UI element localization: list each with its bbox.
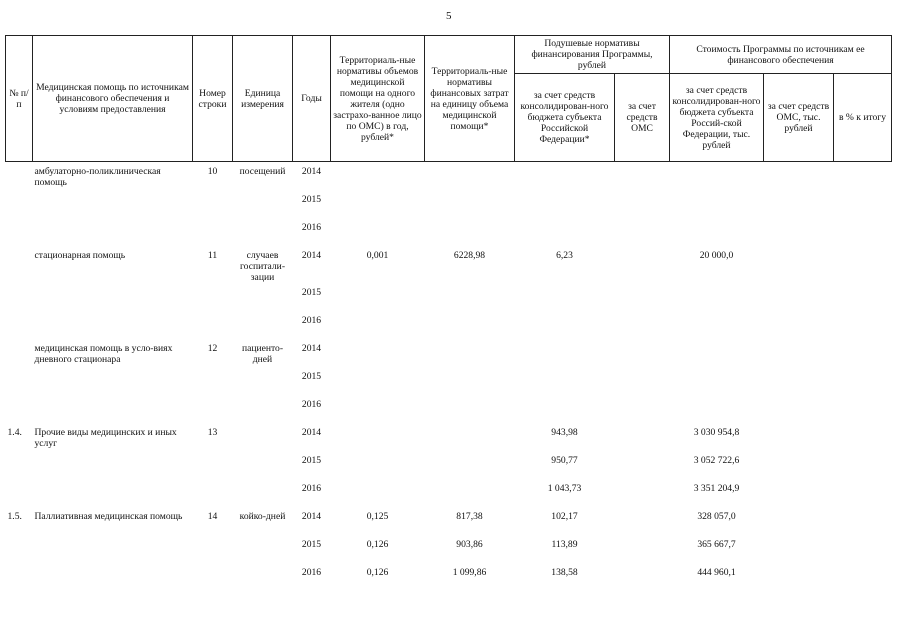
row-cost-pct: [834, 246, 892, 283]
row-per-capita-oms: [615, 218, 670, 246]
row-year: 2015: [301, 286, 322, 298]
row-cost-oms: [764, 311, 834, 339]
row-per-capita-budget: 943,98: [551, 426, 578, 438]
row-num: [6, 367, 33, 395]
row-unit: [233, 451, 293, 479]
row-num: [6, 218, 33, 246]
table-row: [6, 535, 892, 563]
row-per-capita-oms: [615, 423, 670, 451]
row-line-number: [193, 563, 233, 591]
row-cost-norm: 1 099,86: [452, 566, 487, 578]
row-volume-norm: [331, 311, 425, 339]
row-unit: [233, 311, 293, 339]
row-per-capita-oms: [615, 311, 670, 339]
row-cost-oms: [764, 367, 834, 395]
row-cost-norm: [425, 423, 515, 451]
row-name: [33, 283, 193, 311]
program-cost-table: [5, 35, 892, 591]
row-name: [33, 535, 193, 563]
row-cost-oms: [764, 535, 834, 563]
row-year: 2014: [301, 510, 322, 522]
row-cost-budget: [670, 218, 764, 246]
row-cost-oms: [764, 218, 834, 246]
header-cost-oms: за счет средств ОМС, тыс. рублей: [764, 74, 834, 162]
row-cost-pct: [834, 479, 892, 507]
row-name: [33, 190, 193, 218]
row-cost-budget: [670, 395, 764, 423]
row-cost-norm: 6228,98: [453, 249, 486, 261]
row-cost-oms: [764, 451, 834, 479]
row-per-capita-oms: [615, 395, 670, 423]
row-cost-budget: [670, 367, 764, 395]
row-line-number: [193, 535, 233, 563]
row-year: 2015: [301, 538, 322, 550]
row-volume-norm: 0,126: [366, 538, 389, 550]
row-per-capita-oms: [615, 190, 670, 218]
row-unit: [233, 218, 293, 246]
row-per-capita-budget: [515, 162, 615, 190]
header-cost-pct: в % к итогу: [834, 74, 892, 162]
row-cost-norm: 817,38: [456, 510, 483, 522]
row-cost-norm: [425, 451, 515, 479]
row-cost-pct: [834, 339, 892, 367]
row-line-number: [193, 283, 233, 311]
header-program-cost: Стоимость Программы по источникам ее финансового обеспечения: [670, 36, 892, 74]
row-year: 2015: [301, 454, 322, 466]
row-name: стационарная помощь: [34, 249, 126, 261]
row-cost-norm: [425, 283, 515, 311]
row-line-number: 14: [207, 510, 218, 522]
row-per-capita-oms: [615, 507, 670, 535]
row-cost-norm: [425, 311, 515, 339]
row-volume-norm: [331, 218, 425, 246]
row-year: 2014: [301, 249, 322, 261]
row-volume-norm: [331, 479, 425, 507]
row-cost-oms: [764, 190, 834, 218]
row-volume-norm: [331, 283, 425, 311]
row-line-number: 12: [207, 342, 218, 354]
row-name: [33, 311, 193, 339]
row-per-capita-budget: [515, 311, 615, 339]
row-cost-budget: 444 960,1: [697, 566, 736, 578]
row-name: [33, 218, 193, 246]
row-volume-norm: [331, 190, 425, 218]
row-cost-pct: [834, 563, 892, 591]
row-per-capita-budget: [515, 283, 615, 311]
row-per-capita-budget: 102,17: [551, 510, 578, 522]
row-per-capita-budget: 138,58: [551, 566, 578, 578]
row-name: Прочие виды медицинских и иных услуг: [34, 426, 177, 449]
row-name: [33, 395, 193, 423]
row-line-number: 13: [207, 426, 218, 438]
row-cost-budget: 365 667,7: [697, 538, 736, 550]
row-cost-pct: [834, 311, 892, 339]
row-volume-norm: [331, 162, 425, 190]
row-cost-pct: [834, 283, 892, 311]
row-unit: [233, 479, 293, 507]
row-per-capita-budget: [515, 367, 615, 395]
table-row: [6, 311, 892, 339]
row-name: [33, 367, 193, 395]
header-per-capita: Подушевые нормативы финансирования Программы, рублей: [515, 36, 670, 74]
row-cost-norm: [425, 339, 515, 367]
header-num: № п/п: [6, 36, 33, 162]
row-cost-oms: [764, 395, 834, 423]
row-cost-budget: 3 351 204,9: [693, 482, 740, 494]
table-row: [6, 246, 892, 283]
row-per-capita-oms: [615, 479, 670, 507]
row-cost-oms: [764, 507, 834, 535]
row-per-capita-budget: 1 043,73: [547, 482, 582, 494]
row-cost-budget: [670, 162, 764, 190]
row-line-number: [193, 190, 233, 218]
table-row: [6, 339, 892, 367]
header-volume-norm: Территориаль-ные нормативы объемов медицинской помощи на одного жителя (одно застрахо-ванное лицо по ОМС) в год, рублей*: [331, 36, 425, 162]
row-name: [33, 563, 193, 591]
row-cost-budget: 328 057,0: [697, 510, 736, 522]
row-cost-budget: [670, 311, 764, 339]
row-cost-oms: [764, 283, 834, 311]
table-row: [6, 507, 892, 535]
row-year: 2014: [301, 342, 322, 354]
row-per-capita-budget: [515, 190, 615, 218]
row-num: [6, 339, 33, 367]
row-per-capita-oms: [615, 563, 670, 591]
row-year: 2014: [301, 166, 322, 177]
row-cost-budget: [670, 283, 764, 311]
row-year: 2016: [301, 482, 322, 494]
row-cost-pct: [834, 395, 892, 423]
table-row: [6, 395, 892, 423]
table-row: [6, 423, 892, 451]
row-unit: [233, 423, 293, 451]
row-volume-norm: 0,001: [366, 249, 389, 261]
row-year: 2016: [301, 314, 322, 326]
row-unit: случаев госпитали-зации: [239, 249, 286, 283]
row-num: [6, 283, 33, 311]
row-cost-pct: [834, 507, 892, 535]
row-unit: [233, 367, 293, 395]
row-name: [33, 451, 193, 479]
table-row: [6, 162, 892, 190]
header-line-number: Номер строки: [193, 36, 233, 162]
row-per-capita-oms: [615, 535, 670, 563]
row-cost-pct: [834, 190, 892, 218]
table-row: [6, 479, 892, 507]
header-per-capita-oms: за счет средств ОМС: [615, 74, 670, 162]
row-unit: пациенто-дней: [241, 342, 284, 365]
row-year: 2015: [301, 193, 322, 205]
row-num: 1.4.: [7, 426, 22, 438]
header-unit: Единица измерения: [233, 36, 293, 162]
table-body: [6, 162, 892, 591]
row-num: [6, 563, 33, 591]
row-per-capita-oms: [615, 283, 670, 311]
row-unit: [233, 283, 293, 311]
row-year: 2016: [301, 221, 322, 233]
row-year: 2016: [301, 566, 322, 578]
row-unit: [233, 563, 293, 591]
table-header: [6, 36, 892, 162]
row-year: 2016: [301, 398, 322, 410]
row-unit: койко-дней: [239, 510, 286, 522]
table-row: [6, 367, 892, 395]
row-volume-norm: [331, 339, 425, 367]
row-cost-budget: [670, 339, 764, 367]
row-name: амбулаторно-поликлиническая помощь: [34, 166, 161, 188]
row-cost-budget: 3 030 954,8: [693, 426, 740, 438]
header-care-type: Медицинская помощь по источникам финансового обеспечения и условиям предоставления: [33, 36, 193, 162]
row-num: [6, 395, 33, 423]
row-per-capita-oms: [615, 162, 670, 190]
row-volume-norm: 0,126: [366, 566, 389, 578]
row-per-capita-oms: [615, 367, 670, 395]
row-cost-pct: [834, 162, 892, 190]
row-cost-norm: [425, 218, 515, 246]
table-row: [6, 218, 892, 246]
row-cost-pct: [834, 218, 892, 246]
row-line-number: [193, 367, 233, 395]
row-cost-norm: [425, 162, 515, 190]
row-year: 2014: [301, 426, 322, 438]
row-unit: [233, 395, 293, 423]
header-cost-norm: Территориаль-ные нормативы финансовых затрат на единицу объема медицинской помощи*: [425, 36, 515, 162]
row-unit: [233, 190, 293, 218]
row-cost-pct: [834, 423, 892, 451]
row-per-capita-budget: 6,23: [556, 249, 573, 261]
row-cost-oms: [764, 423, 834, 451]
row-num: [6, 246, 33, 283]
row-cost-norm: [425, 367, 515, 395]
row-line-number: 10: [207, 166, 218, 177]
row-per-capita-budget: 950,77: [551, 454, 578, 466]
row-cost-budget: 3 052 722,6: [693, 454, 740, 466]
header-years: Годы: [293, 36, 331, 162]
row-per-capita-oms: [615, 451, 670, 479]
row-per-capita-budget: 113,89: [551, 538, 578, 550]
table-row: [6, 283, 892, 311]
table-row: [6, 190, 892, 218]
row-name: [33, 479, 193, 507]
row-per-capita-budget: [515, 395, 615, 423]
table-row: [6, 563, 892, 591]
row-line-number: [193, 311, 233, 339]
row-num: [6, 535, 33, 563]
row-num: [6, 162, 33, 190]
row-volume-norm: [331, 367, 425, 395]
row-num: [6, 190, 33, 218]
row-cost-oms: [764, 339, 834, 367]
header-per-capita-budget: за счет средств консолидирован-ного бюджета субъекта Российской Федерации*: [515, 74, 615, 162]
row-cost-norm: [425, 395, 515, 423]
row-unit: [233, 535, 293, 563]
row-cost-pct: [834, 535, 892, 563]
row-cost-norm: 903,86: [456, 538, 483, 550]
row-line-number: [193, 479, 233, 507]
row-line-number: [193, 451, 233, 479]
row-per-capita-budget: [515, 218, 615, 246]
row-volume-norm: [331, 451, 425, 479]
header-cost-budget: за счет средств консолидирован-ного бюджета субъекта Россий-ской Федерации, тыс. рублей: [670, 74, 764, 162]
row-line-number: [193, 395, 233, 423]
row-num: [6, 311, 33, 339]
row-name: медицинская помощь в усло-виях дневного стационара: [34, 342, 173, 365]
row-unit: посещений: [239, 166, 286, 177]
row-cost-budget: 20 000,0: [699, 249, 734, 261]
row-cost-oms: [764, 162, 834, 190]
row-num: [6, 479, 33, 507]
row-cost-norm: [425, 479, 515, 507]
row-cost-oms: [764, 246, 834, 283]
row-num: 1.5.: [7, 510, 22, 522]
row-per-capita-oms: [615, 339, 670, 367]
row-cost-oms: [764, 479, 834, 507]
row-per-capita-budget: [515, 339, 615, 367]
row-name: Паллиативная медицинская помощь: [34, 510, 183, 522]
row-cost-oms: [764, 563, 834, 591]
row-volume-norm: [331, 423, 425, 451]
table-row: [6, 451, 892, 479]
row-cost-budget: [670, 190, 764, 218]
row-line-number: 11: [207, 249, 218, 261]
row-num: [6, 451, 33, 479]
page-number: 5: [446, 10, 452, 22]
row-cost-norm: [425, 190, 515, 218]
row-per-capita-oms: [615, 246, 670, 283]
row-volume-norm: [331, 395, 425, 423]
row-year: 2015: [301, 370, 322, 382]
row-cost-pct: [834, 367, 892, 395]
row-volume-norm: 0,125: [366, 510, 389, 522]
row-line-number: [193, 218, 233, 246]
row-cost-pct: [834, 451, 892, 479]
